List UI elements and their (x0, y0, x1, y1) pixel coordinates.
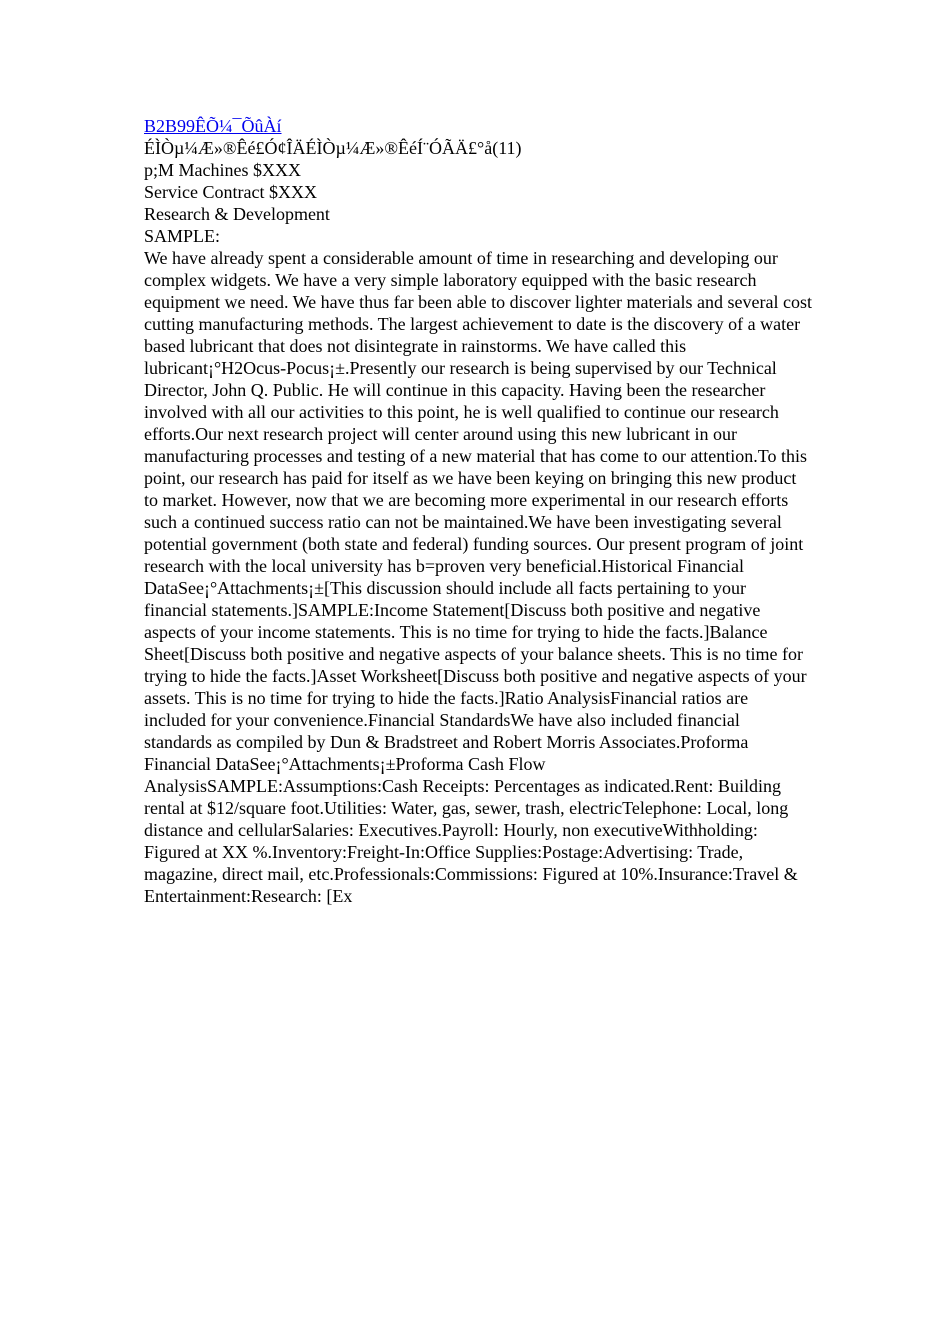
sample-label: SAMPLE: (144, 226, 221, 246)
header-link[interactable]: B2B99ÊÕ¼¯ÕûÀí (144, 116, 282, 136)
body-paragraph: We have already spent a considerable amount of time in researching and developing our complex widgets. We have a very simple laboratory equipped with the basic research equipment we need. We have thus far been able to discover lighter materials and several cost cutting manufacturing methods. The largest achievement to date is the discovery of a water based lubricant that does not disintegrate in rainstorms. We have called this lubricant¡°H2Ocus-Pocus¡±.Presently our research is being supervised by our Technical Director, John Q. Public. He will continue in this capacity. Having been the researcher involved with all our activities to this point, he is well qualified to continue our research efforts.Our next research project will center around using this new lubricant in our manufacturing processes and testing of a new material that has come to our attention.To this point, our research has paid for itself as we have been keying on bringing this new product to market. However, now that we are becoming more experimental in our research efforts such a continued success ratio can not be maintained.We have been investigating several potential government (both state and federal) funding sources. Our present program of joint research with the local university has b=proven very beneficial.Historical Financial DataSee¡°Attachments¡±[This discussion should include all facts pertaining to your financial statements.]SAMPLE:Income Statement[Discuss both positive and negative aspects of your income statements. This is no time for trying to hide the facts.]Balance Sheet[Discuss both positive and negative aspects of your balance sheets. This is no time for trying to hide the facts.]Asset Worksheet[Discuss both positive and negative aspects of your assets. This is no time for trying to hide the facts.]Ratio AnalysisFinancial ratios are included for your convenience.Financial StandardsWe have also included financial standards as compiled by Dun & Bradstreet and Robert Morris Associates.Proforma Financial DataSee¡°Attachments¡±Proforma Cash Flow AnalysisSAMPLE:Assumptions:Cash Receipts: Percentages as indicated.Rent: Building rental at $12/square foot.Utilities: Water, gas, sewer, trash, electricTelephone: Local, long distance and cellularSalaries: Executives.Payroll: Hourly, non executiveWithholding: Figured at XX %.Inventory:Freight-In:Office Supplies:Postage:Advertising: Trade, magazine, direct mail, etc.Professionals:Commissions: Figured at 10%.Insurance:Travel & Entertainment:Research: [Ex (144, 248, 812, 906)
document-page (144, 115, 812, 907)
line-machines: p;M Machines $XXX (144, 160, 301, 180)
line-service-contract: Service Contract $XXX (144, 182, 317, 202)
section-heading-research: Research & Development (144, 204, 330, 224)
document-subtitle: ÉÌÒµ¼Æ»®Êé£Ó¢ÎÄÉÌÒµ¼Æ»®ÊéÍ¨ÓÃÄ£°å(11) (144, 138, 522, 158)
